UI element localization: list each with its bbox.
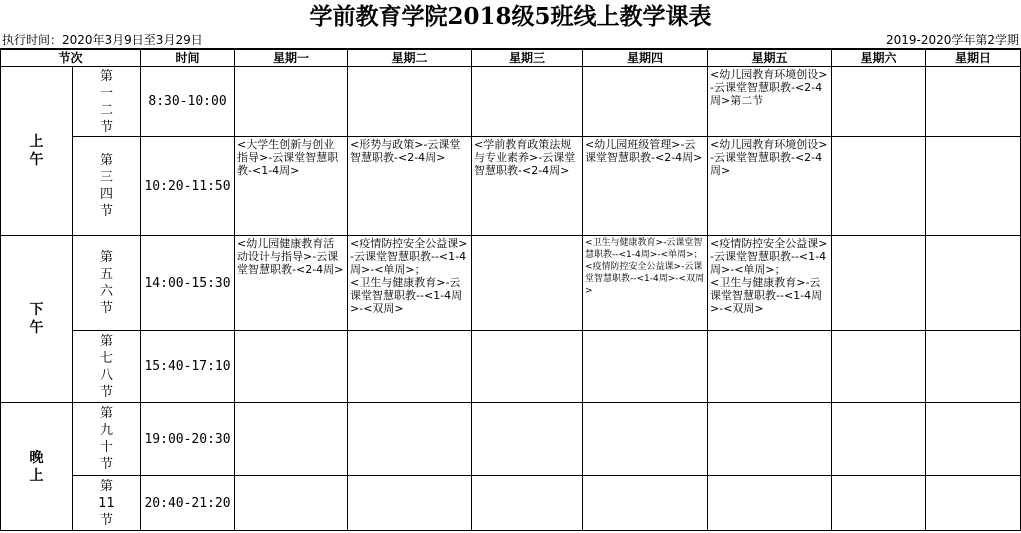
exec-time: 执行时间：2020年3月9日至3月29日 [2,33,203,47]
table-row [1,137,1021,236]
section-time: 20:40-21:20 [141,476,235,531]
course-cell [348,403,472,476]
section-number: 第 五 六 节 [73,236,141,331]
course-entry: <疫情防控安全公益课>-云课堂智慧职教--<1-4周>-<单周>； [350,237,468,276]
course-cell [832,137,926,236]
course-cell [348,476,472,531]
course-cell [708,476,832,531]
day-header-sat: 星期六 [832,50,926,67]
course-cell [235,67,348,137]
course-cell [926,403,1021,476]
course-cell [926,331,1021,403]
section-time: 15:40-17:10 [141,331,235,403]
section-number: 第 九 十 节 [73,403,141,476]
course-entry: <疫情防控安全公益课>-云课堂智慧职教--<1-4周>-<双周> [585,262,705,296]
course-cell [583,67,708,137]
course-entry: <卫生与健康教育>-云课堂智慧职教--<1-4周>-<双周> [710,276,823,315]
course-cell [926,476,1021,531]
course-cell [926,236,1021,331]
course-cell [583,403,708,476]
section-number: 第 三 四 节 [73,137,141,236]
timetable [0,49,1021,531]
course-cell [472,67,583,137]
course-cell [472,236,583,331]
section-time: 8:30-10:00 [141,67,235,137]
course-cell [472,331,583,403]
section-header: 节次 [1,50,141,67]
section-time: 10:20-11:50 [141,137,235,236]
course-cell: <幼儿园健康教育活动设计与指导>-云课堂智慧职教-<2-4周> [235,236,348,331]
course-cell [235,331,348,403]
course-cell [348,331,472,403]
period-afternoon: 下午 [1,236,73,403]
day-header-fri: 星期五 [708,50,832,67]
course-cell [472,403,583,476]
course-cell: <学前教育政策法规与专业素养>-云课堂智慧职教-<2-4周> [472,137,583,236]
day-header-wed: 星期三 [472,50,583,67]
table-row [1,236,1021,331]
section-number: 第 七 八 节 [73,331,141,403]
course-cell [235,403,348,476]
course-cell: <幼儿园班级管理>-云课堂智慧职教-<2-4周> [583,137,708,236]
day-header-sun: 星期日 [926,50,1021,67]
table-row [1,403,1021,476]
course-cell [708,331,832,403]
course-cell [348,67,472,137]
term-label: 2019-2020学年第2学期 [885,33,1019,47]
section-time: 14:00-15:30 [141,236,235,331]
section-number: 第 一 二 节 [73,67,141,137]
course-entry: <卫生与健康教育>-云课堂智慧职教--<1-4周>-<双周> [350,276,463,315]
course-cell [926,137,1021,236]
course-cell [583,476,708,531]
page-title: 学前教育学院2018级5班线上教学课表 [309,3,712,30]
table-row [1,331,1021,403]
period-evening: 晚上 [1,403,73,531]
course-entry: <疫情防控安全公益课>-云课堂智慧职教--<1-4周>-<单周>； [710,237,828,276]
table-row [1,476,1021,531]
course-cell: <幼儿园教育环境创设>-云课堂智慧职教-<2-4周> [708,137,832,236]
course-cell [235,476,348,531]
course-cell [472,476,583,531]
course-entry: <卫生与健康教育>-云课堂智慧职教--<1-4周>-<单周>； [585,238,703,260]
course-cell [832,403,926,476]
course-cell [583,236,708,331]
course-cell: <幼儿园教育环境创设>-云课堂智慧职教-<2-4周>第二节 [708,67,832,137]
course-cell [832,236,926,331]
course-cell [832,476,926,531]
course-cell [926,67,1021,137]
header-row [1,50,1021,67]
course-cell [348,236,472,331]
course-cell: <形势与政策>-云课堂智慧职教-<2-4周> [348,137,472,236]
course-cell [832,67,926,137]
period-morning: 上午 [1,67,73,236]
course-cell: <大学生创新与创业指导>-云课堂智慧职教-<1-4周> [235,137,348,236]
course-cell [708,236,832,331]
section-number: 第 11 节 [73,476,141,531]
day-header-tue: 星期二 [348,50,472,67]
time-header: 时间 [141,50,235,67]
day-header-thu: 星期四 [583,50,708,67]
course-cell [832,331,926,403]
table-row [1,67,1021,137]
course-cell [708,403,832,476]
course-cell [583,331,708,403]
section-time: 19:00-20:30 [141,403,235,476]
day-header-mon: 星期一 [235,50,348,67]
